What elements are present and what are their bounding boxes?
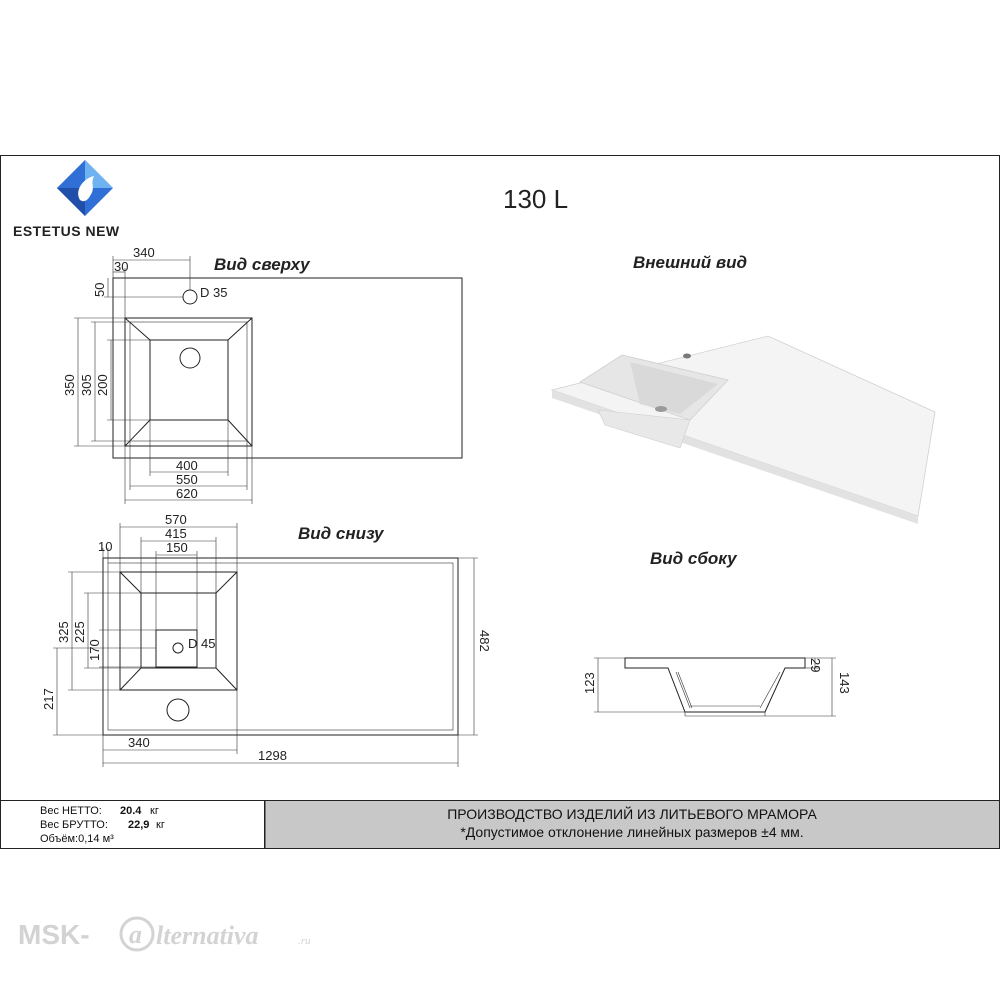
dim-label: 482 xyxy=(477,630,492,652)
bottom-view-title: Вид снизу xyxy=(298,524,384,543)
at-sign-glyph: a xyxy=(129,920,142,949)
model-title: 130 L xyxy=(503,184,569,214)
dim-label: 325 xyxy=(56,621,71,643)
dim-label: 217 xyxy=(41,688,56,710)
dim-label: 225 xyxy=(72,621,87,643)
top-view-title: Вид сверху xyxy=(214,255,310,274)
dim-label: D 35 xyxy=(200,285,228,300)
dim-label: 29 xyxy=(808,658,823,673)
dim-label: 150 xyxy=(166,540,188,555)
exterior-view-title: Внешний вид xyxy=(633,253,748,272)
dim-label: 400 xyxy=(176,458,198,473)
watermark-part2: lternativa xyxy=(156,921,259,950)
brutto-value: 22,9 xyxy=(128,819,150,831)
brutto-unit: кг xyxy=(156,819,165,831)
brutto-label: Вес БРУТТО: xyxy=(40,819,108,831)
dim-label: 10 xyxy=(98,539,113,554)
netto-label: Вес НЕТТО: xyxy=(40,805,102,817)
production-note: ПРОИЗВОДСТВО ИЗДЕЛИЙ ИЗ ЛИТЬЕВОГО МРАМОРА xyxy=(447,806,817,822)
dim-label: 1298 xyxy=(258,748,287,763)
dim-label: 143 xyxy=(837,672,852,694)
watermark-part1: MSK- xyxy=(18,919,90,950)
dim-label: 620 xyxy=(176,486,198,501)
volume-text: Объём:0,14 м³ xyxy=(40,833,114,845)
dim-label: D 45 xyxy=(188,636,216,651)
dim-label: 550 xyxy=(176,472,198,487)
dim-label: 305 xyxy=(79,374,94,396)
dim-label: 170 xyxy=(87,639,102,661)
dim-label: 340 xyxy=(128,735,150,750)
netto-unit: кг xyxy=(150,805,159,817)
dim-label: 415 xyxy=(165,526,187,541)
dim-label: 350 xyxy=(62,374,77,396)
dim-label: 570 xyxy=(165,512,187,527)
dim-label: 30 xyxy=(114,259,129,274)
dim-label: 200 xyxy=(95,374,110,396)
netto-value: 20.4 xyxy=(120,805,142,817)
dim-label: 340 xyxy=(133,245,155,260)
side-view-title: Вид сбоку xyxy=(650,549,737,568)
watermark-part3: .ru xyxy=(298,935,311,947)
dim-label: 50 xyxy=(92,282,107,297)
tolerance-note: *Допустимое отклонение линейных размеров ±4 мм. xyxy=(460,824,804,840)
dim-label: 123 xyxy=(582,672,597,694)
brand-name: ESTETUS NEW xyxy=(13,223,120,239)
watermark xyxy=(18,918,311,950)
